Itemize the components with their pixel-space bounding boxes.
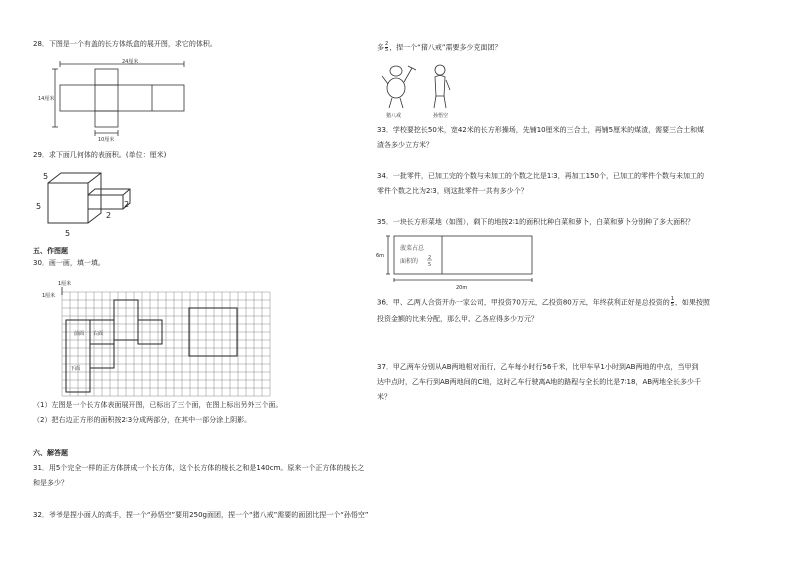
question-36-line-2: 投资金额的比来分配，那么甲、乙各应得多少万元？ [377, 315, 538, 323]
section-5-heading: 五、作图题 [33, 247, 68, 255]
face-label-bottom: 下面 [70, 366, 81, 372]
fraction: $\frac{2}{5}$ [385, 41, 389, 53]
plot-fraction-den: 5 [428, 262, 432, 268]
question-34-line-2: 零件个数之比为2∶3，则这批零件一共有多少个？ [377, 187, 528, 195]
question-37-line-1: 37．甲乙两车分别从AB两地相对而行，乙车每小时行56千米，比甲车早1小时到AB两地的中点，当甲到 [377, 363, 699, 371]
question-37-line-3: 米？ [377, 393, 391, 401]
dimension-label: 5 [43, 172, 49, 181]
question-30-part-2: （2）把右边正方形的面积按2∶3分成两部分，在其中一部分涂上阴影。 [33, 416, 252, 424]
label-sunwukong: 孙悟空 [433, 113, 449, 118]
section-6-heading: 六、解答题 [33, 449, 68, 457]
scale-label-left: 1厘米 [42, 293, 56, 299]
question-31-line-2: 和是多少？ [33, 479, 68, 487]
dimension-label: 5 [65, 229, 71, 238]
plot-inner-text-2: 面积的 [400, 258, 419, 265]
solid-figure [36, 166, 146, 241]
vegetable-plot-figure [376, 232, 536, 292]
plot-fraction-num: 2 [428, 255, 432, 261]
question-36-line-1: 36．甲、乙两人合资开办一家公司，甲投资70万元，乙投资80万元，年终获利正好是总投资的 $\frac{1}{5}$ ，如果按照 [377, 296, 710, 308]
question-31-line-1: 31．用5个完全一样的正方体拼成一个长方体，这个长方体的棱长之和是140cm。原来一个正方体的棱长之 [33, 464, 365, 472]
plot-inner-text-1: 菠菜占总 [400, 245, 425, 252]
question-37-line-2: 达中点时，乙车行到AB两地间的C地，这时乙车行驶离A地的路程与全长的比是7∶18，AB两地全长多少千 [377, 378, 702, 386]
dimension-label: 5 [36, 202, 42, 211]
question-32: 32．爷爷是捏小面人的高手，捏一个“孙悟空”要用250g面团，捏一个“猪八戒”需要的面团比捏一个“孙悟空” [33, 511, 369, 519]
dimension-label: 2 [106, 211, 112, 220]
plot-width-label: 20m [456, 285, 468, 291]
label-zhubajie: 猪八戒 [386, 113, 402, 118]
question-30-part-1: （1）左图是一个长方体表面展开图，已标出了三个面，在图上标出另外三个面。 [33, 401, 283, 409]
question-28: 28．下图是一个有盖的长方体纸盒的展开图，求它的体积。 [33, 40, 217, 48]
question-33-line-1: 33．学校要挖长50米，宽42米的长方形操场，先铺10厘米的三合土，再铺5厘米的煤渣，需要三合土和煤 [377, 126, 705, 134]
question-33-line-2: 渣各多少立方米？ [377, 141, 433, 149]
face-label-front: 前面 [74, 331, 85, 337]
bottom-length-label: 10厘米 [98, 137, 115, 143]
plot-height-label: 6m [376, 253, 385, 259]
grid-figure [34, 279, 274, 397]
dimension-label: 2 [124, 200, 130, 209]
side-length-label: 14厘米 [38, 96, 55, 102]
top-length-label: 24厘米 [122, 59, 139, 65]
question-32-continued: 多 $\frac{2}{5}$ ，捏一个“猪八戒”需要多少克面团？ [377, 41, 502, 53]
question-29: 29．求下面几何体的表面积。(单位：厘米) [33, 151, 167, 159]
fraction: $\frac{1}{5}$ [670, 296, 674, 308]
question-35: 35．一块长方形菜地（如图），剩下的地按2∶1的面积比种白菜和萝卜，白菜和萝卜分别种了多大面积？ [377, 218, 695, 226]
question-34-line-1: 34．一批零件，已加工完的个数与未加工的个数之比是1∶3，再加工150个，已加工的零件个数与未加工的 [377, 172, 704, 180]
box-net-figure [38, 55, 188, 145]
characters-illustration [372, 62, 472, 118]
face-label-right: 右面 [93, 331, 104, 337]
question-30: 30．画一画，填一填。 [33, 259, 105, 267]
scale-label-top: 1厘米 [58, 281, 72, 287]
